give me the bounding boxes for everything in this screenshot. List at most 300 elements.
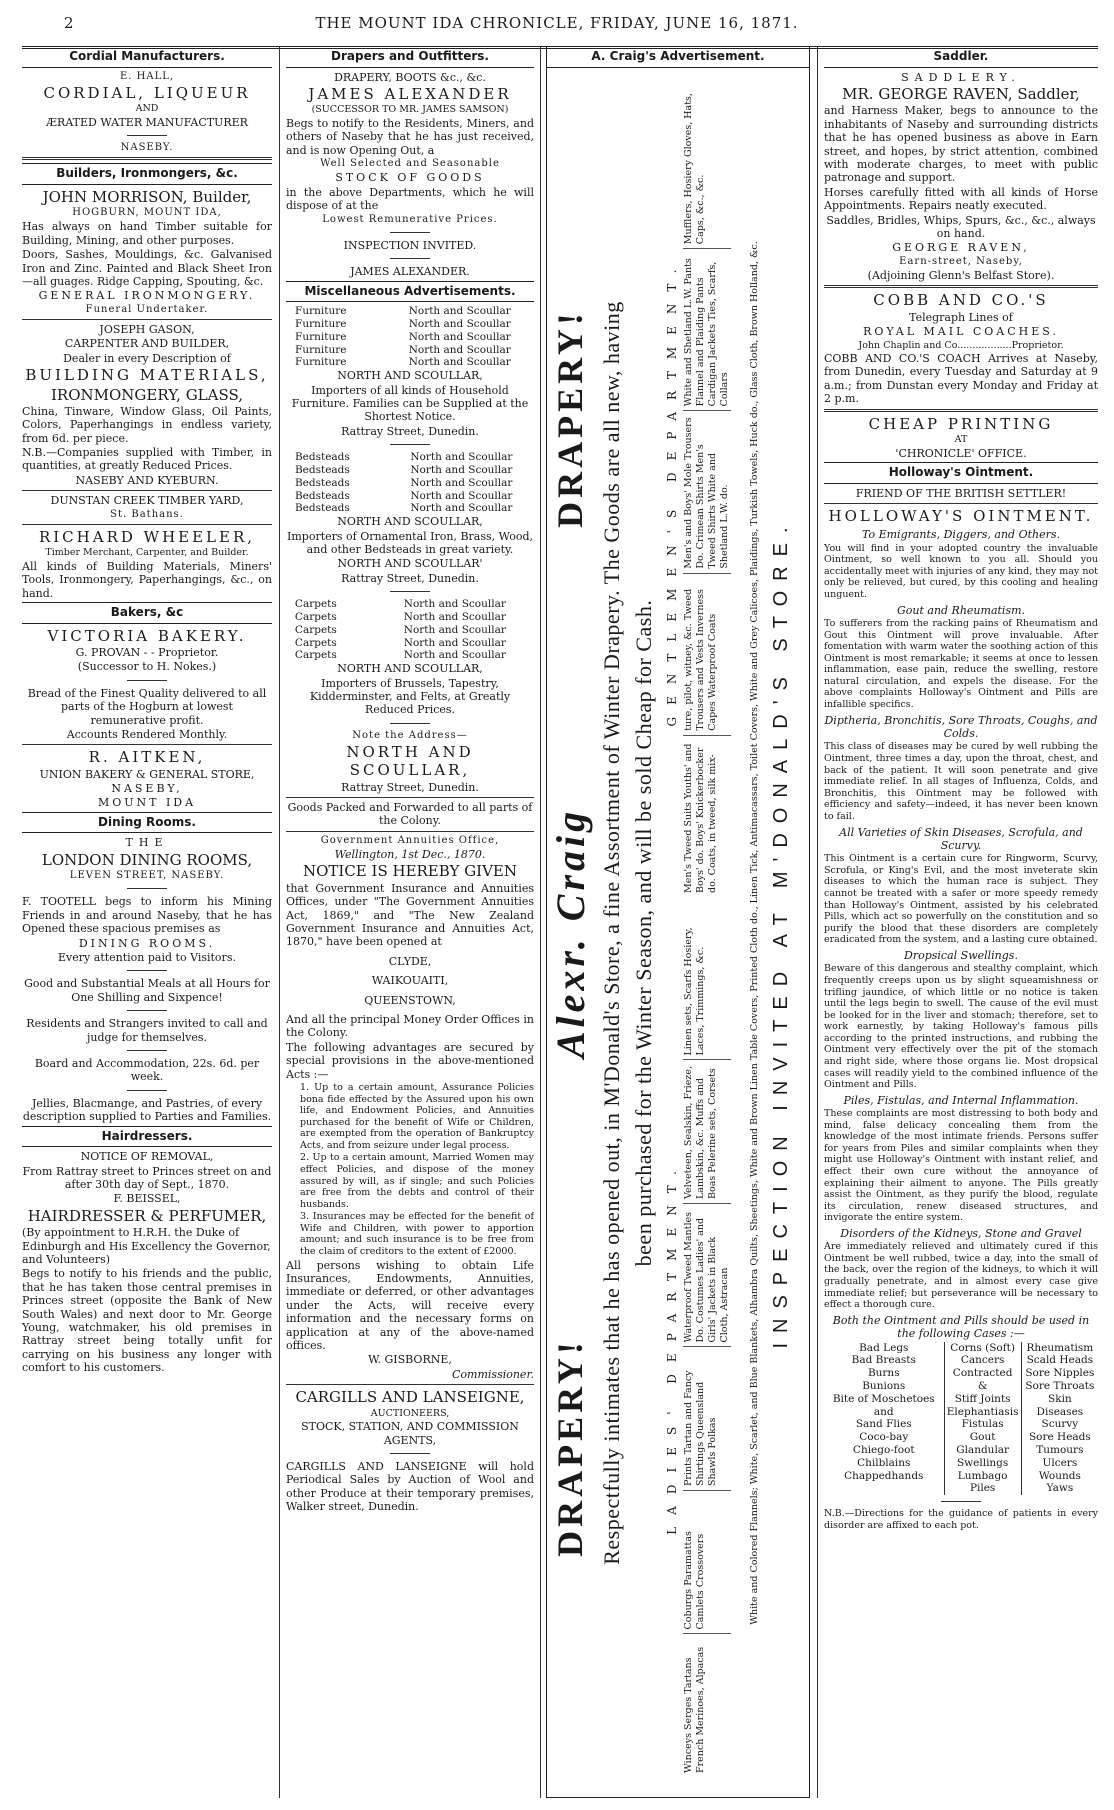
- divider: [22, 490, 272, 491]
- craig-inspection: INSPECTION INVITED AT M'DONALD'S STORE.: [770, 517, 792, 1349]
- ad-text: And all the principal Money Order Offices in the Colony.: [286, 1012, 534, 1040]
- ad-text: Doors, Sashes, Mouldings, &c. Galvanised Iron and Zinc. Painted and Black Sheet Iron—all guages. Ridge Capping, Spouting, &c.: [22, 248, 272, 289]
- price-list-row: [286, 318, 534, 331]
- section-heading: Builders, Ironmongers, &c.: [22, 163, 272, 185]
- ad-signature: W. GISBORNE,: [368, 1353, 452, 1367]
- carpets-list: [286, 598, 534, 662]
- divider: [22, 524, 272, 525]
- ad-text: Every attention paid to Visitors.: [58, 950, 236, 964]
- separator: [390, 258, 430, 259]
- section-heading: Drapers and Outfitters.: [286, 46, 534, 68]
- ad-title: LONDON DINING ROOMS,: [41, 850, 253, 869]
- beissel-ad: [22, 1150, 272, 1374]
- case-item: Scald Heads: [1026, 1354, 1094, 1367]
- dept-list: White and Shetland L.W. Pants Flannel and Plaiding Pants Cardigan Jackets Ties, Scarfs, Collars: [683, 248, 731, 410]
- ad-role: Commissioner.: [452, 1367, 534, 1381]
- ad-text: (Successor to H. Nokes.): [77, 660, 217, 674]
- ad-text: COBB AND CO.'S COACH Arrives at Naseby, from Dunedin, every Tuesday and Saturday at 9 a.m.; from Dunstan every Monday and Friday at 2 p.m.: [824, 352, 1098, 406]
- masthead: [0, 8, 1114, 32]
- item-name: Bedsteads: [294, 463, 350, 476]
- ad-text: in the above Departments, which he will dispose of at the: [286, 185, 534, 213]
- item-name: Carpets: [294, 636, 337, 649]
- ad-text: These complaints are most distressing to both body and mind, false delicacy concealing them from the knowledge of the most intimate friends. Persons suffer for years from Piles and similar complaints when they might use Holloway's Ointment with instant relief, and effect their own cure without the annoyance of explaining their ailment to anyone. The Pills greatly assist the Ointment, as they purify the blood, regulate its circulation, renew diseased structures, and invigorate the entire system.: [824, 1108, 1098, 1224]
- separator: [127, 1090, 167, 1091]
- ad-address: HOGBURN, MOUNT IDA,: [72, 207, 222, 219]
- annuity-town: CLYDE,: [388, 954, 432, 968]
- dept-list: Coburgs Paramattas Camlets Crossovers: [683, 1490, 731, 1634]
- ad-text: From Rattray street to Princes street on and after 30th day of Sept., 1870.: [22, 1164, 272, 1192]
- draper-word: DRAPERY!: [550, 309, 591, 528]
- ad-text: Importers of Brussels, Tapestry, Kidderminster, and Felts, at Greatly Reduced Prices.: [309, 676, 511, 717]
- ad-title: RICHARD WHEELER,: [38, 527, 256, 546]
- dept-list: Men's and Boys' Mole Trousers Do. Crimean Shirts Men's Tweed Shirts White and Shetland L.W. do.: [683, 410, 731, 572]
- case-item: Stiff Joints: [954, 1392, 1011, 1405]
- item-name: Furniture: [295, 305, 347, 318]
- draper-banner: [549, 69, 593, 1797]
- ad-subtitle: ÆRATED WATER MANUFACTURER: [46, 115, 248, 129]
- furniture-list: [286, 305, 534, 369]
- section-heading: Dining Rooms.: [22, 812, 272, 834]
- divider: [824, 503, 1098, 504]
- ad-subheading: To Emigrants, Diggers, and Others.: [861, 528, 1061, 542]
- craig-name: Alexr. Craig: [547, 807, 593, 1059]
- item-name: Carpets: [294, 649, 337, 662]
- ad-text: that Government Insurance and Annuities Offices, under "The Government Annuities Act, 1869," and "The New Zealand Government Insurance and Annuities Act, 1870," have been opened at: [286, 881, 534, 949]
- separator: [390, 1453, 430, 1454]
- seller-name: North and Scoullar: [410, 502, 513, 515]
- case-item: Sore Nipples: [1025, 1367, 1095, 1380]
- ad-text: Begs to notify to the Residents, Miners, and others of Naseby that he has just received, and is now Opening Out, a: [286, 116, 534, 157]
- ad-text: To sufferers from the racking pains of Rheumatism and Gout this Ointment will prove invaluable. After fomentation with warm water the soothing action of this Ointment is most remarkable; it seems at once to lessen inflammation, ease pain, reduce the swelling, restore natural circulation, and expels the disease. For the above complaints Holloway's Ointment and Pills are infallible specifics.: [824, 618, 1098, 711]
- column-divider: [540, 46, 541, 1798]
- ad-title: STOCK OF GOODS: [335, 171, 485, 185]
- ad-text: Begs to notify to his friends and the public, that he has taken those central premises in Princes street (opposite the Bank of New South Wales) and next door to Mr. George Young, watchmaker, his old premises in Rattray street being totally unfit for carrying on his business any longer with comfort to his customers.: [22, 1267, 272, 1375]
- goods-ad: [286, 801, 534, 828]
- ad-date: Wellington, 1st Dec., 1870.: [334, 847, 486, 861]
- ad-address: LEVEN STREET, NASEBY.: [69, 870, 225, 882]
- ad-title: NORTH AND SCOULLAR,: [337, 515, 483, 529]
- ad-title: NOTICE IS HEREBY GIVEN: [302, 862, 518, 881]
- ad-subtitle: ROYAL MAIL COACHES.: [863, 325, 1059, 339]
- seller-name: North and Scoullar: [403, 623, 506, 636]
- departments: [665, 69, 761, 1797]
- ad-text: Horses carefully fitted with all kinds of Horse Appointments. Repairs neatly executed.: [824, 185, 1098, 213]
- ad-text: F. TOOTELL begs to inform his Mining Friends in and around Naseby, that he has Opened these spacious premises as: [22, 895, 272, 936]
- victoria-bakery-ad: [22, 627, 272, 742]
- price-list-row: [286, 649, 534, 662]
- separator: [127, 970, 167, 971]
- case-item: Bad Breasts: [851, 1354, 916, 1367]
- case-item: Bunions: [862, 1379, 906, 1392]
- column-4: [824, 46, 1098, 1798]
- separator: [127, 888, 167, 889]
- ad-town: St. Bathans.: [110, 508, 184, 520]
- item-name: Bedsteads: [294, 451, 350, 464]
- case-item: Lumbago: [957, 1469, 1008, 1482]
- ad-text: AT: [954, 434, 968, 445]
- item-name: Carpets: [294, 610, 337, 623]
- seller-name: North and Scoullar: [410, 451, 513, 464]
- advantage-item: 1. Up to a certain amount, Assurance Policies bona fide effected by the Assured upon his own life, and Endowment Policies, and Annuities purchased for the benefit of Wife or Children, are exempted from the operation of Bankruptcy Acts, and from seizure under legal process.: [300, 1081, 534, 1151]
- ad-title: BUILDING MATERIALS,: [25, 366, 269, 385]
- ad-text: Telegraph Lines of: [909, 310, 1013, 324]
- ad-text: Good and Substantial Meals at all Hours for One Shilling and Sixpence!: [24, 977, 270, 1004]
- column-2: [286, 46, 534, 1798]
- ad-title: NORTH AND SCOULLAR': [337, 557, 483, 571]
- price-list-row: [286, 490, 534, 503]
- ad-owner: JOSEPH GASON,: [99, 323, 195, 337]
- separator: [941, 1501, 981, 1502]
- ad-title: NORTH AND SCOULLAR,: [346, 742, 474, 780]
- raven-ad: [824, 71, 1098, 283]
- item-name: Furniture: [295, 343, 347, 356]
- ad-title: IRONMONGERY, GLASS,: [51, 385, 243, 404]
- ad-text: (SUCCESSOR TO MR. JAMES SAMSON): [311, 104, 509, 116]
- annuity-town: QUEENSTOWN,: [364, 993, 456, 1007]
- seller-name: North and Scoullar: [410, 476, 513, 489]
- case-item: Gout: [969, 1431, 996, 1444]
- ad-subtitle: Well Selected and Seasonable: [320, 158, 500, 170]
- ad-subtitle: 'CHRONICLE' OFFICE.: [895, 446, 1027, 460]
- ad-subtitle: DINING ROOMS.: [78, 936, 216, 950]
- seller-name: North and Scoullar: [403, 598, 506, 611]
- draper-word: DRAPERY!: [550, 1338, 591, 1557]
- ad-owner: G. PROVAN - - Proprietor.: [75, 645, 219, 659]
- case-item: Sore Throats: [1025, 1379, 1095, 1392]
- dept-list: ture, pilot, witney, &c. Tweed Trousers and Vests Inverness Capes Waterproof Coats: [683, 573, 731, 735]
- seller-name: North and Scoullar: [403, 636, 506, 649]
- separator: [390, 232, 430, 233]
- ad-text: Beware of this dangerous and stealthy complaint, which frequently creeps upon us by slight squeamishness or trifling jaundice, of which little or no notice is taken until the legs begin to swell. The cause of the evil must be looked for in the liver and stomach; therefore, set to work earnestly, by taking Holloway's famous pills according to the printed instructions, and rubbing the Ointment very effectively over the pit of the stomach and right side, where those organs lie. Most dropsical cases will readily yield to the combined influence of the Ointment and Pills.: [824, 963, 1098, 1091]
- separator: [127, 1050, 167, 1051]
- ad-subheading: Piles, Fistulas, and Internal Inflammation.: [843, 1093, 1079, 1107]
- case-item: Elephantiasis: [946, 1405, 1019, 1418]
- cobb-ad: [824, 291, 1098, 405]
- ad-subtitle: DRAPERY, BOOTS &c., &c.: [334, 70, 486, 84]
- ad-the: THE: [125, 836, 169, 850]
- cases-table: [824, 1342, 1098, 1496]
- price-list-row: [286, 598, 534, 611]
- item-name: Carpets: [294, 623, 337, 636]
- case-item: Rheumatism: [1026, 1341, 1094, 1354]
- case-item: Swellings: [956, 1456, 1009, 1469]
- ad-text: and Harness Maker, begs to announce to the inhabitants of Naseby and surrounding districts that he has opened business as above in Earn street, and hopes, by strict attention, combined with moderate charges, to meet with public patronage and support.: [824, 104, 1098, 185]
- ad-trade: Timber Merchant, Carpenter, and Builder.: [45, 547, 249, 559]
- ad-title: HAIRDRESSER & PERFUMER,: [27, 1206, 267, 1225]
- ad-owner: John Chaplin and Co..................Proprietor.: [858, 339, 1064, 351]
- ad-signature: JAMES ALEXANDER.: [350, 265, 470, 279]
- morrison-ad: [22, 188, 272, 316]
- ad-title: CORDIAL, LIQUEUR: [43, 83, 251, 102]
- bedsteads-list: [286, 451, 534, 515]
- case-item: Scurvy: [1041, 1418, 1079, 1431]
- ad-address: (Adjoining Glenn's Belfast Store).: [867, 268, 1055, 282]
- ad-subtitle: UNION BAKERY & GENERAL STORE,: [39, 767, 255, 781]
- ad-title: VICTORIA BAKERY.: [47, 626, 247, 645]
- section-heading: Cordial Manufacturers.: [22, 46, 272, 68]
- ad-town: NASEBY,: [111, 782, 183, 796]
- ad-text: Saddles, Bridles, Whips, Spurs, &c., &c., always on hand.: [826, 213, 1096, 240]
- ad-subheading: Disorders of the Kidneys, Stone and Gravel: [840, 1226, 1082, 1240]
- ad-text: China, Tinware, Window Glass, Oil Paints, Colors, Paperhangings in endless variety, from 6d. per piece.: [22, 404, 272, 445]
- ad-text: This class of diseases may be cured by well rubbing the Ointment, three times a day, upon the throat, chest, and back of the patient. It will soon penetrate and give immediate relief. In all stages of Influenza, Colds, and Bronchitis, this Ointment may be followed with efficiency and safety—indeed, it has never been known to fail.: [824, 741, 1098, 822]
- ad-town: NASEBY.: [120, 142, 174, 154]
- ad-owner: F. BEISSEL,: [113, 1192, 181, 1206]
- dept-list: Linen sets, Scarfs Hosiery, Laces, Trimmings, &c.: [683, 927, 706, 1056]
- ad-text: Dealer in every Description of: [63, 351, 231, 365]
- case-item: Coco-bay: [859, 1431, 909, 1444]
- ad-subtitle: GENERAL IRONMONGERY.: [38, 289, 256, 303]
- price-list-row: [286, 502, 534, 515]
- advantage-item: 3. Insurances may be effected for the benefit of Wife and Children, with power to apportion amount; and such insurance is to be free from the claim of creditors to the extent of £2000.: [300, 1211, 534, 1258]
- ad-title: JOHN MORRISON, Builder,: [42, 187, 252, 206]
- divider: [22, 157, 272, 160]
- section-heading: Miscellaneous Advertisements.: [286, 281, 534, 303]
- divider: [824, 409, 1098, 412]
- ad-subtitle: STOCK, STATION, AND COMMISSION AGENTS,: [301, 1420, 519, 1447]
- craig-goods-list: White and Colored Flannels; White, Scarlet, and Blue Blankets, Alhambra Quilts, Sheetings, White and Brown Linen Table Covers, Printed Cloth do., Linen Tick, Antimacassars, Toilet Covers, White and Grey Calicoes, Plaidings, Turkish Towels, Huck do., Glass Cloth, Brown Holland, &c.: [749, 241, 760, 1625]
- divider: [22, 319, 272, 320]
- craig-intro-line: been purchased for the Winter Season, and will be sold Cheap for Cash.: [631, 599, 656, 1267]
- price-list-row: [286, 637, 534, 650]
- ad-subheading: Diptheria, Bronchitis, Sore Throats, Coughs, and Colds.: [824, 713, 1098, 741]
- ad-footnote: N.B.—Directions for the guidance of patients in every disorder are affixed to each pot.: [824, 1508, 1098, 1531]
- ad-and: AND: [135, 103, 159, 115]
- holloway-ad: [824, 487, 1098, 1532]
- ad-text: All persons wishing to obtain Life Insurances, Endowments, Annuities, immediate or deferred, or other advantages under the Acts, will receive every information and the necessary forms on application at any of the above-named offices.: [286, 1258, 534, 1353]
- case-item: Cancers: [960, 1354, 1005, 1367]
- item-name: Carpets: [294, 598, 337, 611]
- annuity-town: WAIKOUAITI,: [371, 974, 449, 988]
- price-list-row: [286, 464, 534, 477]
- seller-name: North and Scoullar: [408, 356, 511, 369]
- separator: [127, 1010, 167, 1011]
- ad-title: JAMES ALEXANDER: [308, 85, 512, 104]
- case-item: Fistulas: [961, 1418, 1004, 1431]
- divider: [286, 1384, 534, 1385]
- price-list-row: [286, 331, 534, 344]
- wheeler-ad: [22, 494, 272, 600]
- section-heading: Holloway's Ointment.: [824, 462, 1098, 484]
- ad-town: NASEBY AND KYEBURN.: [75, 473, 219, 487]
- section-heading: Bakers, &c: [22, 602, 272, 624]
- gents-columns: [683, 87, 731, 897]
- cases-column: [1021, 1342, 1098, 1496]
- divider: [22, 744, 272, 745]
- ad-title: NORTH AND SCOULLAR,: [337, 662, 483, 676]
- separator: [127, 680, 167, 681]
- ad-title: HOLLOWAY'S OINTMENT.: [828, 507, 1094, 526]
- ad-trade: CARPENTER AND BUILDER,: [64, 337, 230, 351]
- ad-title: CHEAP PRINTING: [868, 414, 1054, 433]
- dept-list: Velveteen, Sealskin, Frieze, Lambskin, &c. Muffs and Boas Pelerine sets, Corsets: [683, 1060, 731, 1204]
- ad-title: SADDLERY.: [901, 70, 1021, 84]
- case-item: Chiego-foot: [852, 1443, 915, 1456]
- ad-address: Earn-street, Naseby,: [899, 255, 1023, 267]
- price-list-row: [286, 305, 534, 318]
- ad-subheading: Both the Ointment and Pills should be used in the following Cases :—: [832, 1313, 1090, 1341]
- ad-role: AUCTIONEERS,: [370, 1407, 450, 1419]
- ladies-department: [665, 917, 761, 1777]
- craig-intro-line: Respectfully intimates that he has opened out, in M'Donald's Store, a fine Assortment of Winter Drapery. The Goods are all new, having: [599, 301, 624, 1565]
- item-name: Furniture: [295, 330, 347, 343]
- dept-list: Men's Tweed Suits Youths' and Boys' do. Boys' Knickerbocker do. Coats, in tweed, silk mix-: [683, 735, 731, 897]
- gentlemens-department: [665, 87, 761, 897]
- divider: [824, 285, 1098, 288]
- item-name: Bedsteads: [294, 502, 350, 515]
- seller-name: North and Scoullar: [410, 463, 513, 476]
- case-item: Burns: [867, 1367, 900, 1380]
- ad-subtitle: Government Annuities Office,: [320, 834, 500, 846]
- dept-title: GENTLEMEN'S DEPARTMENT.: [665, 257, 679, 727]
- page-number: 2: [64, 14, 74, 32]
- column-1: [22, 46, 272, 1798]
- ad-title: R. AITKEN,: [88, 748, 206, 767]
- north-scoullar-bedsteads-ad: [286, 451, 534, 585]
- seller-name: North and Scoullar: [403, 610, 506, 623]
- dept-list: Waterproof Tweed Mantles Do. Costumes Ladies' and Girls' Jackets in Black Cloth, Astracan: [683, 1203, 731, 1347]
- north-scoullar-carpets-ad: [286, 598, 534, 794]
- ad-address: Rattray Street, Dunedin.: [341, 780, 479, 794]
- ad-text: This Ointment is a certain cure for Ringworm, Scurvy, Scrofula, or King's Evil, and the most inveterate skin diseases to which the human race is subject. They cannot be treated with a safer or more speedy remedy than Holloway's Ointment, assisted by his celebrated Pills, which act so powerfully on the constitution and so purify the blood that these disorders are completely eradicated from the system, and a lasting cure obtained.: [824, 853, 1098, 946]
- cargills-ad: [286, 1388, 534, 1513]
- ad-subtitle: Lowest Remunerative Prices.: [322, 213, 498, 225]
- newspaper-title: THE MOUNT IDA CHRONICLE, FRIDAY, JUNE 16, 1871.: [315, 14, 799, 32]
- ad-text: CARGILLS AND LANSEIGNE will hold Periodical Sales by Auction of Wool and other Produce at their temporary premises, Walker street, Dunedin.: [286, 1459, 534, 1514]
- ad-subtitle: INSPECTION INVITED.: [343, 238, 477, 252]
- price-list-row: [286, 356, 534, 369]
- seller-name: North and Scoullar: [408, 343, 511, 356]
- seller-name: North and Scoullar: [408, 317, 511, 330]
- aitken-ad: [22, 748, 272, 810]
- ad-subtitle: Note the Address—: [352, 729, 468, 741]
- case-item: Contracted &: [952, 1367, 1013, 1392]
- separator: [390, 444, 430, 445]
- ad-text: You will find in your adopted country the invaluable Ointment, so well known to you all. Should you accidentally meet with injuries of any kind, they may not only be relieved, but cured, by this cooling and healing unguent.: [824, 542, 1098, 601]
- craig-advertisement: [546, 46, 810, 1798]
- annuities-notice: [286, 835, 534, 1382]
- advantage-item: 2. Up to a certain amount, Married Women may effect Policies, and dispose of the money assured by will, as if single; and such Policies are free from the debts and control of their husbands.: [300, 1152, 534, 1210]
- ad-subheading: Gout and Rheumatism.: [896, 603, 1026, 617]
- price-list-row: [286, 344, 534, 357]
- price-list-row: [286, 624, 534, 637]
- dept-list: Winceys Serges Tartans French Merinoes, Alpacas: [683, 1634, 731, 1778]
- case-item: Ulcers: [1042, 1456, 1078, 1469]
- ad-title: COBB AND CO.'S: [873, 291, 1049, 310]
- ad-address: Rattray Street, Dunedin.: [341, 571, 479, 585]
- case-item: Chilblains: [857, 1456, 911, 1469]
- ad-text: Bread of the Finest Quality delivered to all parts of the Hogburn at lowest remunerative profit.: [27, 686, 267, 727]
- item-name: Furniture: [295, 356, 347, 369]
- case-item: Corns (Soft): [950, 1341, 1015, 1354]
- ad-text: Has always on hand Timber suitable for Building, Mining, and other purposes.: [22, 220, 272, 247]
- seller-name: North and Scoullar: [403, 649, 506, 662]
- case-item: Bad Legs: [859, 1341, 909, 1354]
- separator: [390, 723, 430, 724]
- ad-text: Are immediately relieved and ultimately cured if this Ointment be well rubbed, twice a day, into the small of the back, over the region of the kidneys, to which it will gradually penetrate, and in almost every case give immediate relief; but perseverance will be necessary to effect a thorough cure.: [824, 1241, 1098, 1311]
- ad-text: Accounts Rendered Monthly.: [66, 727, 228, 741]
- printing-ad: [824, 415, 1098, 460]
- item-name: Bedsteads: [294, 489, 350, 502]
- ad-subheading: All Varieties of Skin Diseases, Scrofula, and Scurvy.: [839, 825, 1083, 852]
- ad-text: Importers of Ornamental Iron, Brass, Wood, and other Bedsteads in great variety.: [287, 529, 533, 556]
- ad-title: CARGILLS AND LANSEIGNE,: [295, 1388, 525, 1407]
- item-name: Furniture: [295, 317, 347, 330]
- ad-signature: GEORGE RAVEN,: [892, 241, 1030, 255]
- section-heading: Saddler.: [824, 46, 1098, 68]
- dept-list: Mufflers, Hosiery Gloves, Hats, Caps, &c., &c.: [683, 93, 706, 245]
- case-item: Skin Diseases: [1036, 1392, 1084, 1418]
- ad-title: MR. GEORGE RAVEN, Saddler,: [842, 85, 1080, 104]
- separator: [390, 591, 430, 592]
- case-item: Sore Heads: [1028, 1431, 1091, 1444]
- ad-title: NOTICE OF REMOVAL,: [80, 1150, 214, 1164]
- divider: [286, 797, 534, 798]
- price-list-row: [286, 611, 534, 624]
- dining-rooms-ad: [22, 836, 272, 1123]
- ad-subtitle: Funeral Undertaker.: [85, 303, 209, 315]
- ad-text: N.B.—Companies supplied with Timber, in quantities, at greatly Reduced Prices.: [22, 446, 272, 473]
- north-scoullar-furniture-ad: [286, 305, 534, 438]
- ad-text: Goods Packed and Forwarded to all parts of the Colony.: [287, 800, 533, 828]
- rotated-ad: [547, 69, 809, 1797]
- ad-text: The following advantages are secured by special provisions in the above-mentioned Acts :—: [286, 1040, 534, 1081]
- ad-text: Jellies, Blacmange, and Pastries, of every description supplied to Parties and Families.: [22, 1096, 272, 1124]
- case-item: Yaws: [1046, 1482, 1074, 1495]
- ladies-columns: [683, 917, 731, 1777]
- case-item: Tumours: [1036, 1443, 1084, 1456]
- cordial-ad: [22, 71, 272, 155]
- ad-subheading: Dropsical Swellings.: [904, 948, 1018, 962]
- case-item: Piles: [969, 1482, 996, 1495]
- ad-text: All kinds of Building Materials, Miners' Tools, Ironmongery, Paperhangings, &c., on hand.: [22, 559, 272, 600]
- rotated-ad-frame: [547, 69, 809, 1797]
- section-heading: A. Craig's Advertisement.: [547, 47, 809, 68]
- separator: [127, 135, 167, 136]
- ad-address: Rattray Street, Dunedin.: [341, 424, 479, 438]
- price-list-row: [286, 477, 534, 490]
- ad-title: NORTH AND SCOULLAR,: [337, 369, 483, 383]
- case-item: Bite of Moschetoes and: [832, 1392, 935, 1418]
- ad-owner: E. HALL,: [119, 70, 175, 82]
- ad-town: MOUNT IDA: [97, 796, 197, 810]
- cases-column: [824, 1342, 944, 1496]
- ad-text: Residents and Strangers invited to call and judge for themselves.: [26, 1017, 268, 1044]
- section-heading: Hairdressers.: [22, 1126, 272, 1148]
- alexander-ad: [286, 71, 534, 279]
- case-item: Wounds: [1038, 1469, 1081, 1482]
- case-item: Sand Flies: [855, 1418, 912, 1431]
- case-item: Glandular: [956, 1443, 1010, 1456]
- divider: [286, 831, 534, 832]
- dept-title: LADIES' DEPARTMENT.: [665, 1159, 679, 1535]
- column-divider: [279, 46, 280, 1798]
- ad-subtitle: DUNSTAN CREEK TIMBER YARD,: [50, 494, 244, 508]
- ad-text: (By appointment to H.R.H. the Duke of Edinburgh and His Excellency the Governor, and Volunteers): [22, 1226, 271, 1266]
- seller-name: North and Scoullar: [408, 305, 511, 318]
- item-name: Bedsteads: [294, 476, 350, 489]
- price-list-row: [286, 451, 534, 464]
- case-item: Chappedhands: [844, 1469, 924, 1482]
- seller-name: North and Scoullar: [410, 489, 513, 502]
- ad-subtitle: FRIEND OF THE BRITISH SETTLER!: [855, 486, 1067, 500]
- column-divider: [817, 46, 818, 1798]
- dept-list: Prints Tartan and Fancy Shirtings Queensland Shawls Polkas: [683, 1347, 731, 1491]
- ad-text: Board and Accommodation, 22s. 6d. per week.: [34, 1057, 260, 1084]
- ad-text: Importers of all kinds of Household Furniture. Families can be Supplied at the Shortest Notice.: [291, 383, 529, 424]
- seller-name: North and Scoullar: [408, 330, 511, 343]
- cases-column: [944, 1342, 1021, 1496]
